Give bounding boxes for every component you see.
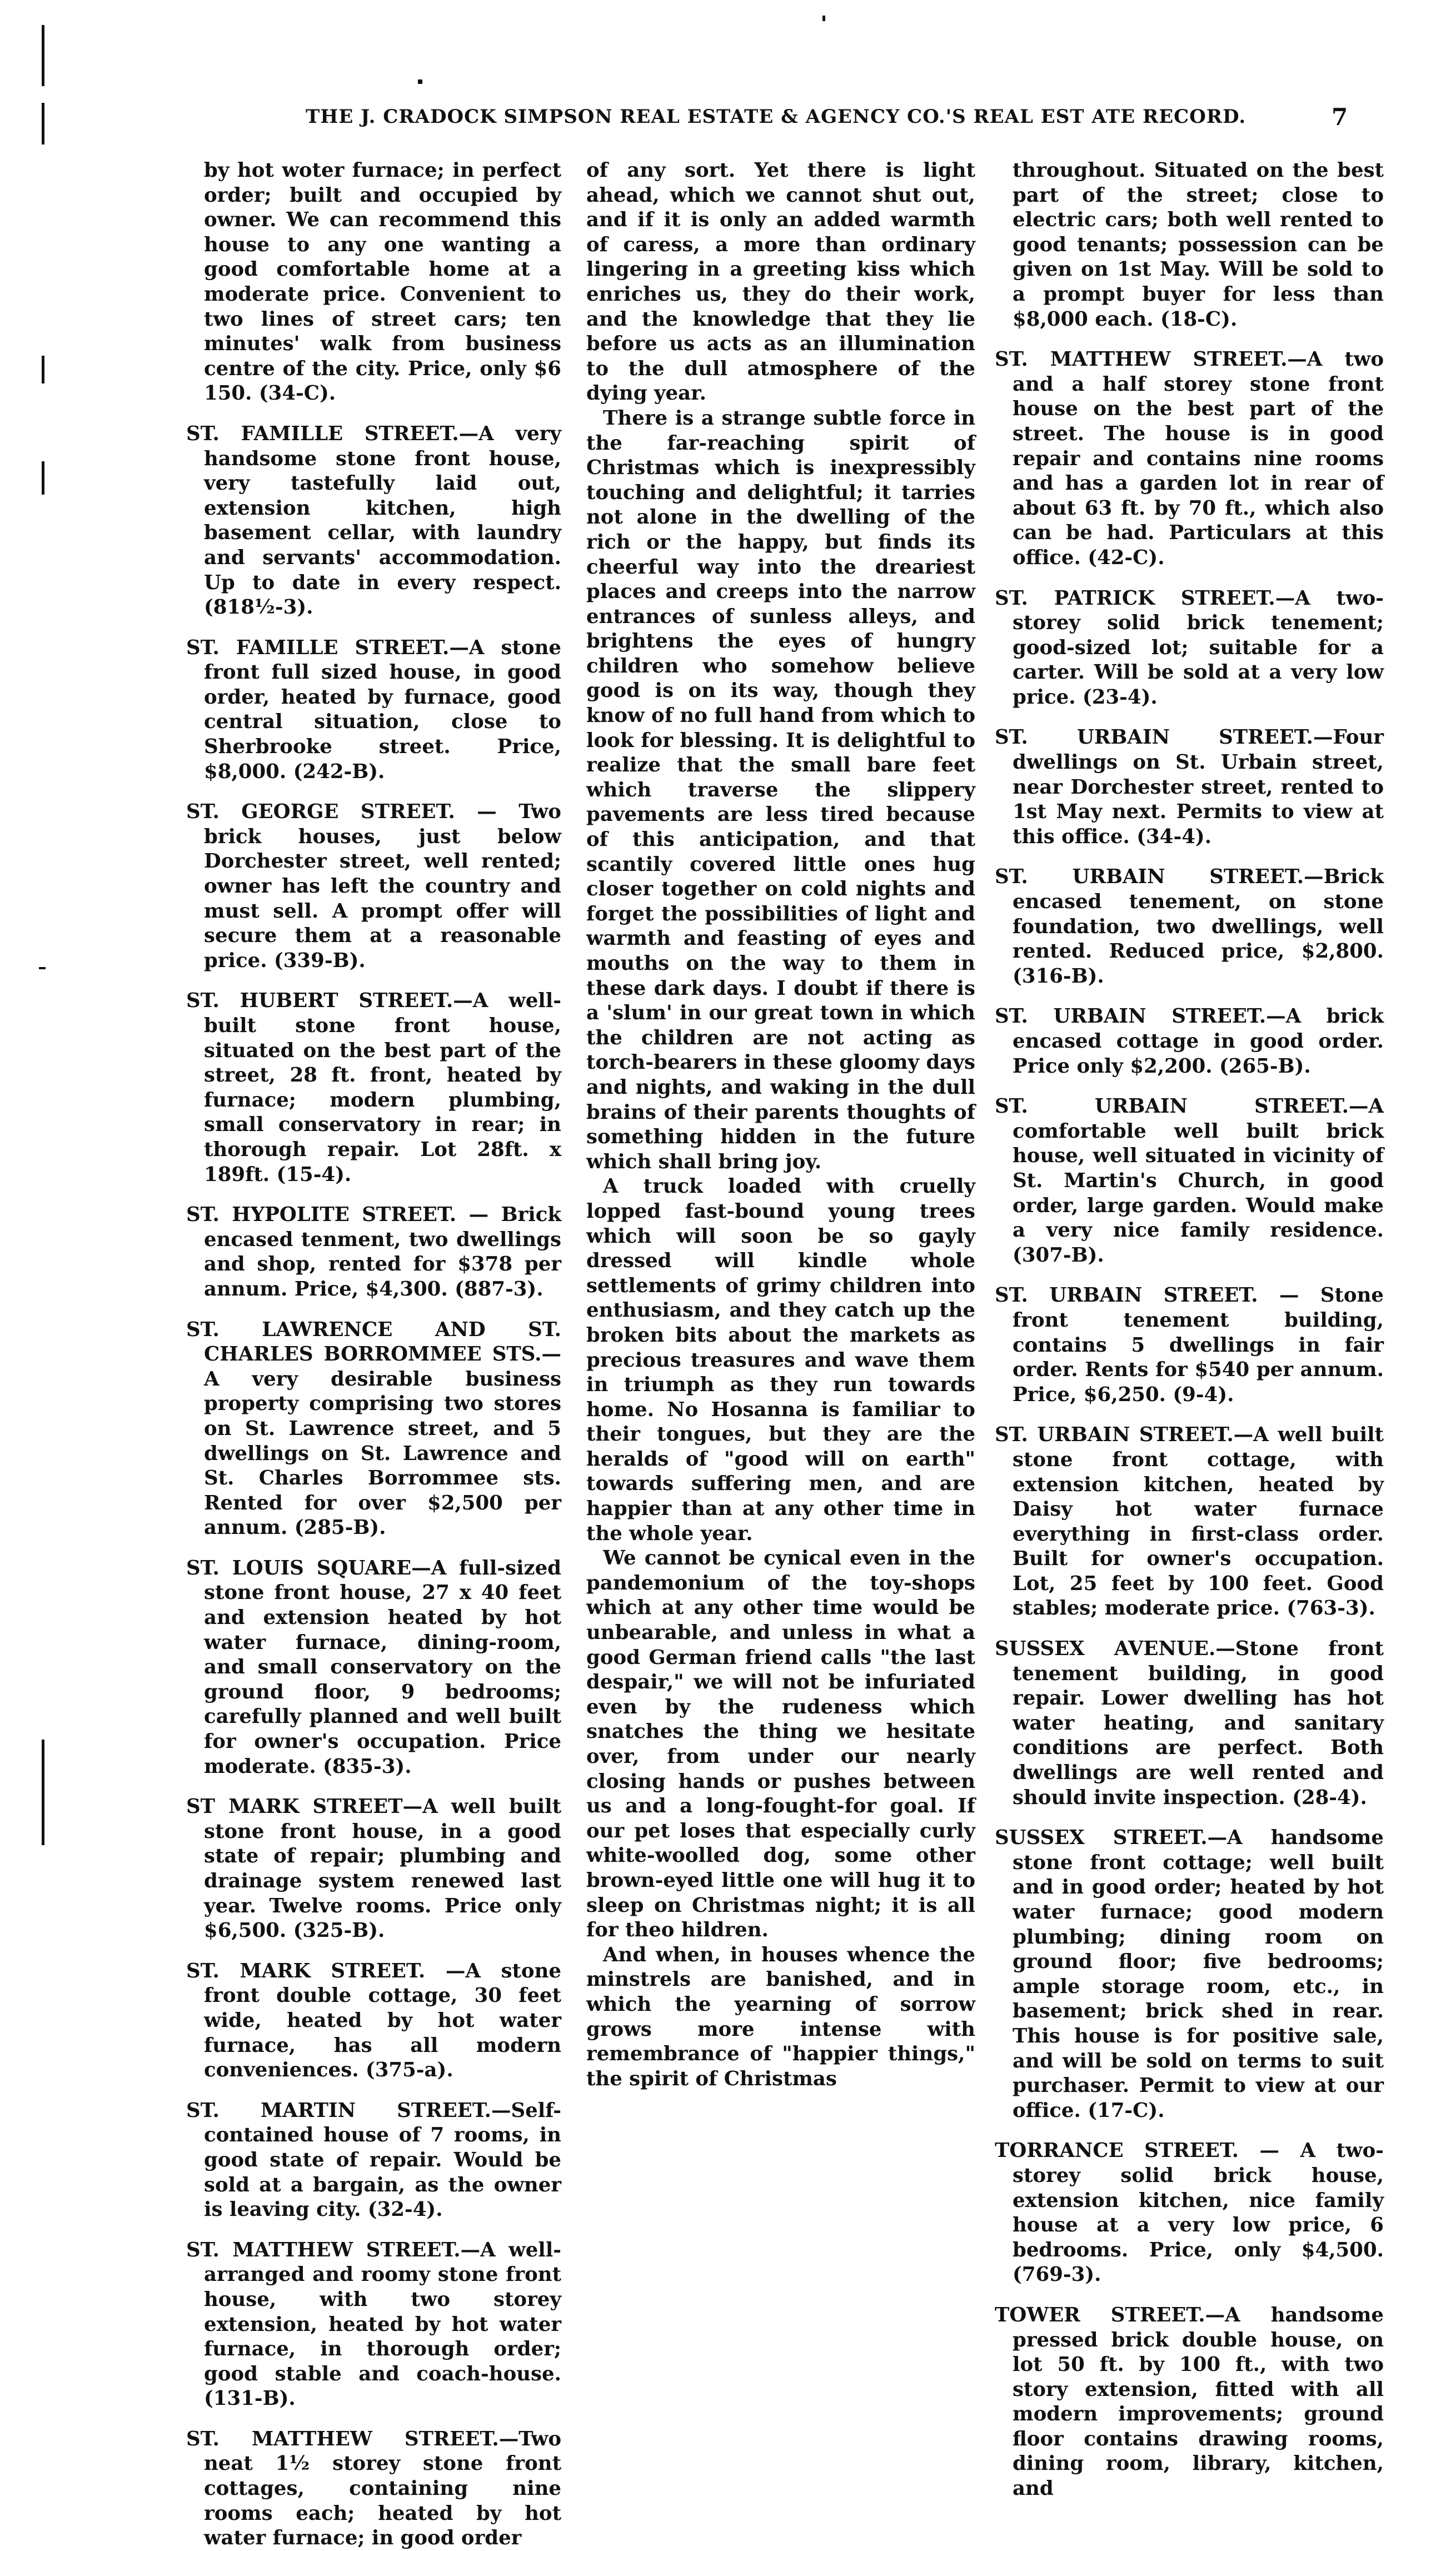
- column-middle-article: [586, 158, 975, 2090]
- ink-dot: [418, 79, 422, 84]
- listing: ST. MARTIN STREET.—Self-contained house of 7 rooms, in good state of repair. Would be sold at a bargain, as the owner is leaving city. (32-4).: [186, 2099, 561, 2221]
- listing: ST. LAWRENCE AND ST. CHARLES BORROMMEE STS.—A very desirable business property comprising two stores on St. Lawrence street, and 5 dwellings on St. Lawrence and St. Charles Borrommee sts. Rented for over $2,500 per annum. (285-B).: [186, 1318, 561, 1539]
- listing: ST. URBAIN STREET.—Brick encased tenement, on stone foundation, two dwellings, well rented. Reduced price, $2,800. (316-B).: [995, 865, 1384, 988]
- listing: ST. FAMILLE STREET.—A stone front full sized house, in good order, heated by furnace, good central situation, close to Sherbrooke street. Price, $8,000. (242-B).: [186, 636, 561, 783]
- column-left: [186, 158, 561, 2550]
- listing-continued: by hot woter furnace; in perfect order; built and occupied by owner. We can recommend this house to any one wanting a good comfortable home at a moderate price. Convenient to two lines of street cars; ten minutes' walk from business centre of the city. Price, only $6 150. (34-C).: [204, 159, 561, 405]
- listing: ST. MARK STREET. —A stone front double cottage, 30 feet wide, heated by hot water furnace, has all modern conveniences. (375-a).: [186, 1959, 561, 2082]
- listing: ST. URBAIN STREET.—A brick encased cottage in good order. Price only $2,200. (265-B).: [995, 1005, 1384, 1078]
- listing: ST. FAMILLE STREET.—A very handsome stone front house, very tastefully laid out, extension kitchen, high basement cellar, with laundry and servants' accommodation. Up to date in every respect. (818½-3).: [186, 422, 561, 619]
- listing: ST. URBAIN STREET.—A well built stone front cottage, with extension kitchen, heated by Daisy hot water furnace everything in first-class order. Built for owner's occupation. Lot, 25 feet by 100 feet. Good stables; moderate price. (763-3).: [995, 1423, 1384, 1620]
- listing: ST. HUBERT STREET.—A well-built stone front house, situated on the best part of the street, 28 ft. front, heated by furnace; modern plumbing, small conservatory in rear; in thorough repair. Lot 28ft. x 189ft. (15-4).: [186, 989, 561, 1186]
- running-header: THE J. CRADOCK SIMPSON REAL ESTATE & AGENCY CO.'S REAL EST ATE RECORD.: [306, 106, 1246, 128]
- left-margin-line: [42, 25, 44, 86]
- listing: ST. HYPOLITE STREET. — Brick encased tenment, two dwellings and shop, rented for $378 per annum. Price, $4,300. (887-3).: [186, 1203, 561, 1301]
- listing: SUSSEX AVENUE.—Stone front tenement building, in good repair. Lower dwelling has hot water heating, and sanitary conditions are perfect. Both dwellings are well rented and should invite inspection. (28-4).: [995, 1637, 1384, 1809]
- article-paragraph: We cannot be cynical even in the pandemonium of the toy-shops which at any other time would be unbearable, and unless in what a good German friend calls "the last despair," we will not be infuriated even by the rudeness which snatches the thing we hesitate over, from under our nearly closing hands or pushes between us and a long-fought-for goal. If our pet loses that especially curly white-woolled dog, some other brown-eyed little one will hug it to sleep on Christmas night; it is all for theo hildren.: [586, 1547, 975, 1942]
- listing: SUSSEX STREET.—A handsome stone front cottage; well built and in good order; heated by hot water furnace; good modern plumbing; dining room on ground floor; five bedrooms; ample storage room, etc., in basement; brick shed in rear. This house is for positive sale, and will be sold on terms to suit purchaser. Permit to view at our office. (17-C).: [995, 1826, 1384, 2122]
- listing: ST. URBAIN STREET. — Stone front tenement building, contains 5 dwellings in fair order. Rents for $540 per annum. Price, $6,250. (9-4).: [995, 1284, 1384, 1406]
- left-margin-line: [42, 1740, 44, 1845]
- listing: ST. URBAIN STREET.—Four dwellings on St. Urbain street, near Dorchester street, rented to 1st May next. Permits to view at this office. (34-4).: [995, 726, 1384, 848]
- page-number: 7: [1332, 103, 1348, 131]
- column-right: [995, 158, 1384, 2500]
- left-margin-line: [42, 461, 44, 495]
- left-margin-line: [42, 103, 44, 145]
- listing: ST. MATTHEW STREET.—A well-arranged and roomy stone front house, with two storey extension, heated by hot water furnace, in thorough order; good stable and coach-house. (131-B).: [186, 2238, 561, 2410]
- listing: TOWER STREET.—A handsome pressed brick double house, on lot 50 ft. by 100 ft., with two story extension, fitted with all modern improvements; ground floor contains drawing rooms, dining room, library, kitchen, and: [995, 2303, 1384, 2500]
- listing: ST. MATTHEW STREET.—Two neat 1½ storey stone front cottages, containing nine rooms each; heated by hot water furnace; in good order: [186, 2427, 561, 2550]
- article-paragraph: And when, in houses whence the minstrels are banished, and in which the yearning of sorrow grows more intense with remembrance of "happier things," the spirit of Christmas: [586, 1943, 975, 2090]
- listing-continued: throughout. Situated on the best part of the street; close to electric cars; both well rented to good tenants; possession can be given on 1st May. Will be sold to a prompt buyer for less than $8,000 each. (18-C).: [1013, 159, 1384, 331]
- left-margin-line: [39, 967, 46, 969]
- listing: ST. GEORGE STREET. — Two brick houses, just below Dorchester street, well rented; owner has left the country and must sell. A prompt offer will secure them at a reasonable price. (339-B).: [186, 800, 561, 972]
- left-margin-line: [42, 356, 44, 383]
- article-paragraph: There is a strange subtle force in the far-reaching spirit of Christmas which is inexpressibly touching and delightful; it tarries not alone in the dwelling of the rich or the happy, but finds its cheerful way into the dreariest places and creeps into the narrow entrances of sunless alleys, and brightens the eyes of hungry children who somehow believe good is on its way, though they know of no full hand from which to look for blessing. It is delightful to realize that the small bare feet which traverse the slippery pavements are less tired because of this anticipation, and that scantily covered little ones hug closer together on cold nights and forget the possibilities of light and warmth and feasting of eyes and mouths on the way to them in these dark days. I doubt if there is a 'slum' in our great town in which the children are not acting as torch-bearers in these gloomy days and nights, and waking in the dull brains of their parents thoughts of something hidden in the future which shall bring joy.: [586, 406, 975, 1173]
- ink-dot: [822, 16, 825, 21]
- listing: ST. MATTHEW STREET.—A two and a half storey stone front house on the best part of the street. The house is in good repair and contains nine rooms and has a garden lot in rear of about 63 ft. by 70 ft., which also can be had. Particulars at this office. (42-C).: [995, 348, 1384, 569]
- listing: ST. URBAIN STREET.—A comfortable well built brick house, well situated in vicinity of St. Martin's Church, in good order, large garden. Would make a very nice family residence. (307-B).: [995, 1095, 1384, 1267]
- listing: TORRANCE STREET. — A two-storey solid brick house, extension kitchen, nice family house at a very low price, 6 bedrooms. Price, only $4,500. (769-3).: [995, 2139, 1384, 2286]
- listing: ST MARK STREET—A well built stone front house, in a good state of repair; plumbing and drainage system renewed last year. Twelve rooms. Price only $6,500. (325-B).: [186, 1795, 561, 1942]
- listing: ST. LOUIS SQUARE—A full-sized stone front house, 27 x 40 feet and extension heated by hot water furnace, dining-room, and small conservatory on the ground floor, 9 bedrooms; carefully planned and well built for owner's occupation. Price moderate. (835-3).: [186, 1556, 561, 1778]
- listing: ST. PATRICK STREET.—A two-storey solid brick tenement; good-sized lot; suitable for a carter. Will be sold at a very low price. (23-4).: [995, 586, 1384, 709]
- article-paragraph: A truck loaded with cruelly lopped fast-bound young trees which will soon be so gayly dressed will kindle whole settlements of grimy children into enthusiasm, and they catch up the broken bits about the markets as precious treasures and wave them in triumph as they run towards home. No Hosanna is familiar to their tongues, but they are the heralds of "good will on earth" towards suffering men, and are happier than at any other time in the whole year.: [586, 1175, 975, 1545]
- article-paragraph: of any sort. Yet there is light ahead, which we cannot shut out, and if it is only an added warmth of caress, a more than ordinary lingering in a greeting kiss which enriches us, they do their work, and the knowledge that they lie before us acts as an illumination to the dull atmosphere of the dying year.: [586, 159, 975, 405]
